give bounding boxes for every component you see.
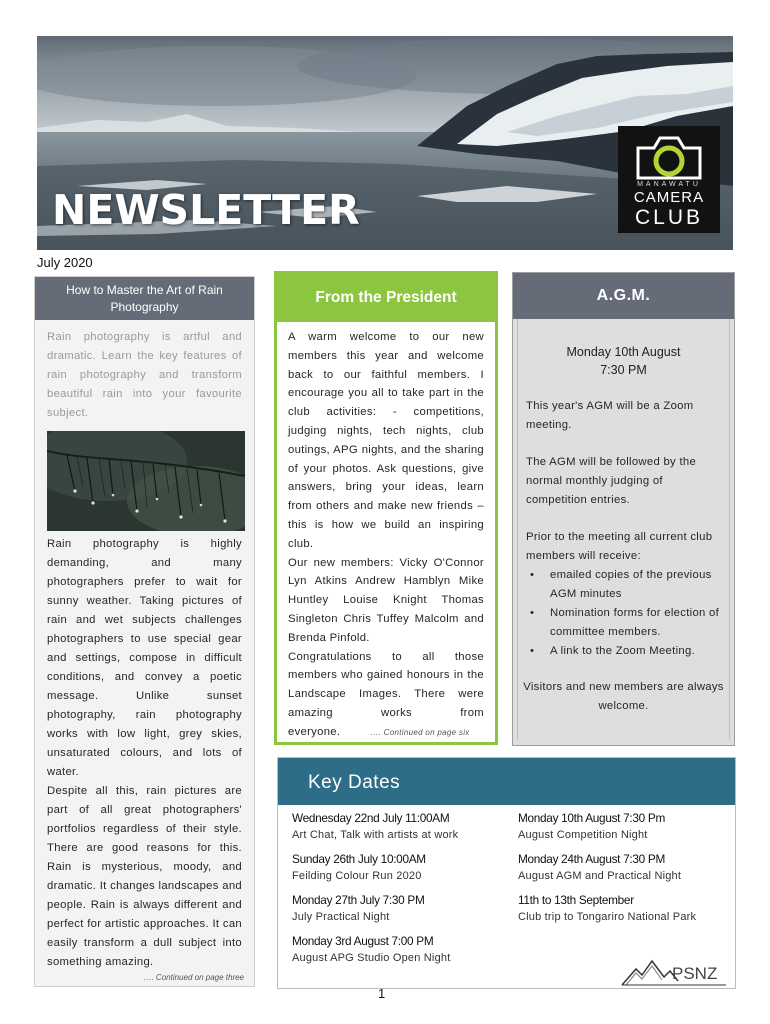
rain-photo xyxy=(47,431,245,531)
issue-date: July 2020 xyxy=(37,255,93,270)
key-dates-panel xyxy=(277,757,736,989)
agm-list-item: • emailed copies of the previous AGM minutes xyxy=(528,566,721,604)
logo-line-1: MANAWATU xyxy=(637,181,701,188)
key-dates-heading: Key Dates xyxy=(278,758,735,805)
key-date-date: Wednesday 22nd July 11:00AM xyxy=(292,811,450,825)
president-paragraph-1: A warm welcome to our new members this year and welcome back to our faithful members. I encourage you all to take part in the club activities: - competitions, judging nights, tech nights, club outings, APG nights, and the sharing of your photos. Ask questions, give answers, bring your ideas, learn from others and make new friends – this is how we build an inspiring club. xyxy=(288,331,484,550)
key-date-item xyxy=(292,810,512,844)
logo-line-3: CLUB xyxy=(634,206,704,229)
agm-heading: A.G.M. xyxy=(513,273,734,319)
key-dates-left-column xyxy=(292,810,512,974)
key-date-desc: August APG Studio Open Night xyxy=(292,952,451,964)
key-date-desc: Art Chat, Talk with artists at work xyxy=(292,829,459,841)
key-date-date: Sunday 26th July 10:00AM xyxy=(292,852,426,866)
agm-content xyxy=(517,319,730,739)
logo-line-2: CAMERA xyxy=(633,189,705,206)
president-continued-link[interactable]: …. Continued on page six xyxy=(370,727,470,737)
psnz-logo xyxy=(620,957,728,987)
article-paragraph-1: Rain photography is highly demanding, and many photographers prefer to wait for sunny weather. Taking pictures of rain and wet subjects challenges photographers to use special gear and settings, compose in difficult conditions, and convey a poetic message. Unlike sunset photography, rain photography works with low light, grey skies, unsaturated colours, and lots of water. xyxy=(47,538,242,778)
key-date-date: 11th to 13th September xyxy=(518,893,634,907)
key-date-item xyxy=(518,851,733,885)
agm-judging-text: The AGM will be followed by the normal monthly judging of competition entries. xyxy=(526,456,697,506)
club-logo xyxy=(618,126,720,233)
psnz-logo-text: PSNZ xyxy=(672,964,718,983)
continued-link[interactable]: …. Continued on page three xyxy=(143,973,244,982)
key-date-desc: Feilding Colour Run 2020 xyxy=(292,870,422,882)
key-date-item xyxy=(292,892,512,926)
key-date-desc: Club trip to Tongariro National Park xyxy=(518,911,697,923)
agm-date xyxy=(518,343,729,379)
key-dates-right-column xyxy=(518,810,733,933)
key-date-item xyxy=(292,851,512,885)
article-paragraph-2: Despite all this, rain pictures are part of all great photographers' portfolios regardless of their style. There are good reasons for this. Rain is mysterious, moody, and dramatic. It changes landscapes and people. Rain is always different and perfect for artistic approaches. It can easily transform a dull subject into something amazing. xyxy=(47,785,242,968)
article-body xyxy=(35,531,254,972)
agm-date-time: 7:30 PM xyxy=(600,363,647,377)
header-image xyxy=(37,36,733,250)
key-date-desc: July Practical Night xyxy=(292,911,390,923)
key-date-date: Monday 27th July 7:30 PM xyxy=(292,893,425,907)
newsletter-title: NEWSLETTER xyxy=(52,186,360,234)
agm-visitors-text: Visitors and new members are always welcome. xyxy=(523,681,724,712)
agm-list xyxy=(518,566,729,661)
key-date-date: Monday 3rd August 7:00 PM xyxy=(292,934,434,948)
president-paragraph-3-text: Congratulations to all those members who gained honours in the Landscape Images. There were amazing works from everyone. xyxy=(288,650,484,738)
key-date-item xyxy=(292,933,512,967)
agm-list-item: • Nomination forms for election of committee members. xyxy=(528,604,721,642)
agm-notice xyxy=(512,272,735,746)
rain-branch-image xyxy=(47,431,245,531)
key-date-item xyxy=(518,810,733,844)
agm-list-item: • A link to the Zoom Meeting. xyxy=(528,642,721,661)
president-body xyxy=(277,322,495,743)
agm-zoom-text: This year's AGM will be a Zoom meeting. xyxy=(526,400,694,431)
article-heading: How to Master the Art of Rain Photography xyxy=(35,277,254,320)
agm-prior-text: Prior to the meeting all current club members will receive: xyxy=(526,531,713,562)
key-date-desc: August Competition Night xyxy=(518,829,648,841)
key-date-item xyxy=(518,892,733,926)
rain-photography-article xyxy=(34,276,255,987)
president-paragraph-3 xyxy=(288,648,484,743)
key-date-date: Monday 24th August 7:30 PM xyxy=(518,852,665,866)
agm-date-day: Monday 10th August xyxy=(566,345,681,359)
key-date-date: Monday 10th August 7:30 Pm xyxy=(518,811,665,825)
president-heading: From the President xyxy=(277,274,495,322)
president-paragraph-2: Our new members: Vicky O'Connor Lyn Atkins Andrew Hamblyn Mike Huntley Louise Knight Thomas Singleton Chris Tuffey Malcolm and Brenda Pinfold. xyxy=(288,556,484,644)
page-number: 1 xyxy=(378,986,386,1001)
article-intro: Rain photography is artful and dramatic. Learn the key features of rain photography and transform beautiful rain into your favourite subject. xyxy=(47,331,242,419)
camera-icon xyxy=(632,134,706,180)
president-message xyxy=(274,271,498,745)
key-date-desc: August AGM and Practical Night xyxy=(518,870,682,882)
